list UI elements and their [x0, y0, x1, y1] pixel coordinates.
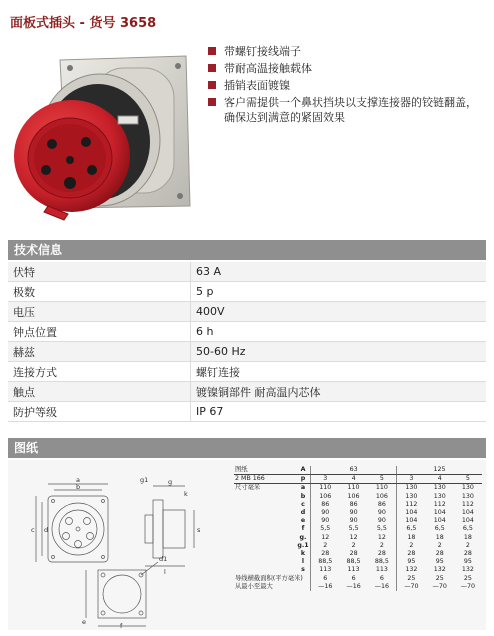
dim-label-a: a [76, 476, 80, 484]
bullet-square-icon [208, 81, 216, 89]
bullet-square-icon [208, 98, 216, 106]
table-row: s 113 113 113 132 132 132 [301, 566, 474, 574]
list-item: 插销表面镀镍 [208, 78, 486, 93]
spec-value: 6 h [191, 322, 487, 342]
feature-list [208, 44, 486, 127]
table-row [8, 302, 486, 322]
list-item: 带耐高温接触载体 [208, 61, 486, 76]
table-row: e 90 90 90 104 104 104 [300, 517, 474, 525]
bullet-square-icon [208, 64, 216, 72]
dim-label-b: b [76, 483, 81, 491]
dim-label-l: l [164, 568, 166, 576]
spec-label: 电压 [8, 302, 191, 322]
spec-label: 触点 [8, 382, 191, 402]
page-title: 面板式插头 - 货号 3658 [10, 16, 157, 31]
spec-label: 伏特 [8, 262, 191, 282]
spec-value: 400V [191, 302, 487, 322]
spec-value: IP 67 [191, 402, 487, 422]
spec-table [8, 262, 486, 422]
spec-value: 63 A [191, 262, 487, 282]
spec-value: 5 p [191, 282, 487, 302]
table-row: 2 MB 166 p 3 4 5 3 4 5 [234, 475, 482, 484]
table-row: 导线横截面积(平方毫米) 6 6 6 25 25 25 [235, 574, 472, 582]
spec-label: 防护等级 [8, 402, 191, 422]
dim-label-c: c [31, 526, 35, 534]
spec-label: 赫兹 [8, 342, 191, 362]
spec-value: 50-60 Hz [191, 342, 487, 362]
dim-label-s: s [197, 526, 201, 534]
table-row: b 106 106 106 130 130 130 [300, 492, 474, 500]
dim-label-e: e [82, 618, 86, 626]
table-row [8, 322, 486, 342]
dim-label-k: k [184, 490, 188, 498]
table-row: d 90 90 90 104 104 104 [300, 509, 474, 517]
table-row: 从最小至最大 —16 —16 —16 —70 —70 —70 [235, 582, 476, 590]
technical-drawing-panel [8, 460, 486, 630]
list-item: 客户需提供一个鼻状挡块以支撑连接器的铰链翻盖，确保达到满意的紧固效果 [208, 95, 486, 125]
spec-label: 钟点位置 [8, 322, 191, 342]
dim-label-g1: g1 [140, 476, 149, 484]
table-row [8, 262, 486, 282]
tech-info-heading: 技术信息 [8, 240, 486, 260]
dim-label-f: f [120, 622, 123, 630]
table-row [8, 282, 486, 302]
spec-label: 连接方式 [8, 362, 191, 382]
table-row: k 28 28 28 28 28 28 [300, 550, 472, 558]
spec-value: 螺钉连接 [191, 362, 487, 382]
product-photo [8, 38, 198, 221]
table-row [8, 382, 486, 402]
table-row: f 5,5 5,5 5,5 6,5 6,5 6,5 [301, 525, 473, 533]
table-row: g. 12 12 12 18 18 18 [299, 533, 472, 541]
drawing-heading: 图纸 [8, 438, 486, 458]
dimension-drawing [8, 460, 230, 630]
bullet-square-icon [208, 47, 216, 55]
table-row: l 88,5 88,5 88,5 95 95 95 [301, 558, 472, 566]
table-row: g.1 2 2 2 2 2 2 [297, 541, 470, 549]
dim-label-g: g [168, 478, 173, 486]
table-row [8, 362, 486, 382]
dimension-table [234, 466, 482, 591]
table-row [8, 402, 486, 422]
table-row: 图纸 A 63 125 [234, 466, 482, 475]
table-row: c 86 86 86 112 112 112 [301, 500, 474, 508]
list-item: 带螺钉接线端子 [208, 44, 486, 59]
dim-label-d1: d1 [159, 555, 168, 563]
table-row [8, 342, 486, 362]
dim-label-d: d [44, 526, 49, 534]
table-row: 尺寸毫米 a 110 110 110 130 130 130 [235, 484, 474, 492]
spec-label: 极数 [8, 282, 191, 302]
spec-value: 镀镍铜部件 耐高温内芯体 [191, 382, 487, 402]
